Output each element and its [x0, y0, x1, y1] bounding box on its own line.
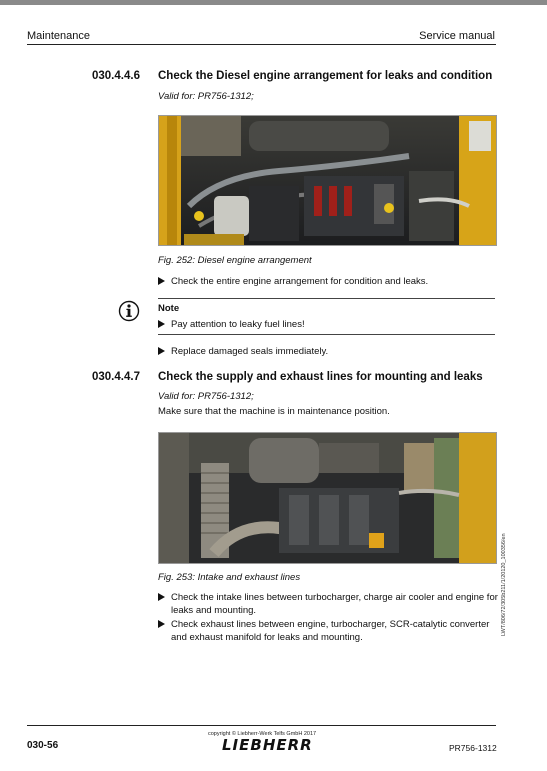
note-rule-top	[158, 298, 495, 299]
section1-step2-text: Replace damaged seals immediately.	[171, 346, 329, 357]
section2-bullet2	[158, 619, 498, 644]
figure-253-id: LWT/806/72/305b211/1/20120_100356/en	[501, 533, 507, 636]
section2-bullet1-line1: Check the intake lines between turbocharger, charge air cooler and engine for	[171, 592, 498, 603]
header-right: Service manual	[419, 30, 495, 42]
triangle-bullet-icon	[158, 277, 165, 285]
footer-model: PR756-1312	[449, 743, 497, 753]
section2-number: 030.4.4.7	[92, 371, 140, 383]
section1-step1-text: Check the entire engine arrangement for condition and leaks.	[171, 276, 429, 287]
footer-page-number: 030-56	[27, 740, 59, 751]
triangle-bullet-icon	[158, 320, 165, 328]
footer-copyright: copyright © Liebherr-Werk Telfs GmbH 2017	[208, 731, 317, 737]
figure-252-photo	[158, 115, 497, 246]
note-rule-bottom	[158, 334, 495, 335]
section2-intro: Make sure that the machine is in maintenance position.	[158, 406, 390, 417]
section1-step1	[158, 276, 428, 289]
section1-title: Check the Diesel engine arrangement for leaks and condition	[158, 70, 493, 82]
section1-valid-for: Valid for: PR756-1312;	[158, 91, 254, 102]
figure-253-caption: Fig. 253: Intake and exhaust lines	[158, 572, 301, 583]
info-icon	[118, 300, 140, 327]
figure-253-photo	[158, 432, 497, 564]
section2-bullet1	[158, 592, 498, 617]
section2-bullet2-line1: Check exhaust lines between engine, turbocharger, SCR-catalytic converter	[171, 619, 490, 630]
top-border	[0, 0, 547, 5]
section2-title: Check the supply and exhaust lines for mounting and leaks	[158, 371, 483, 383]
footer-rule	[27, 725, 496, 726]
section2-bullet2-line2: and exhaust manifold for leaks and mounting.	[171, 631, 363, 643]
note-title: Note	[158, 303, 180, 314]
section1-step2	[158, 346, 328, 359]
section1-number: 030.4.4.6	[92, 70, 140, 82]
figure-252-caption: Fig. 252: Diesel engine arrangement	[158, 255, 312, 266]
engine-photo-illustration	[159, 116, 496, 245]
section2-bullet1-line2: leaks and mounting.	[171, 604, 257, 616]
section2-valid-for: Valid for: PR756-1312;	[158, 391, 254, 402]
note-item	[158, 319, 305, 332]
triangle-bullet-icon	[158, 593, 165, 601]
triangle-bullet-icon	[158, 347, 165, 355]
liebherr-logo: LIEBHERR	[222, 736, 313, 754]
header-rule	[27, 44, 496, 45]
triangle-bullet-icon	[158, 620, 165, 628]
note-text: Pay attention to leaky fuel lines!	[171, 319, 305, 330]
header-left: Maintenance	[27, 30, 90, 42]
exhaust-photo-illustration	[159, 433, 496, 563]
